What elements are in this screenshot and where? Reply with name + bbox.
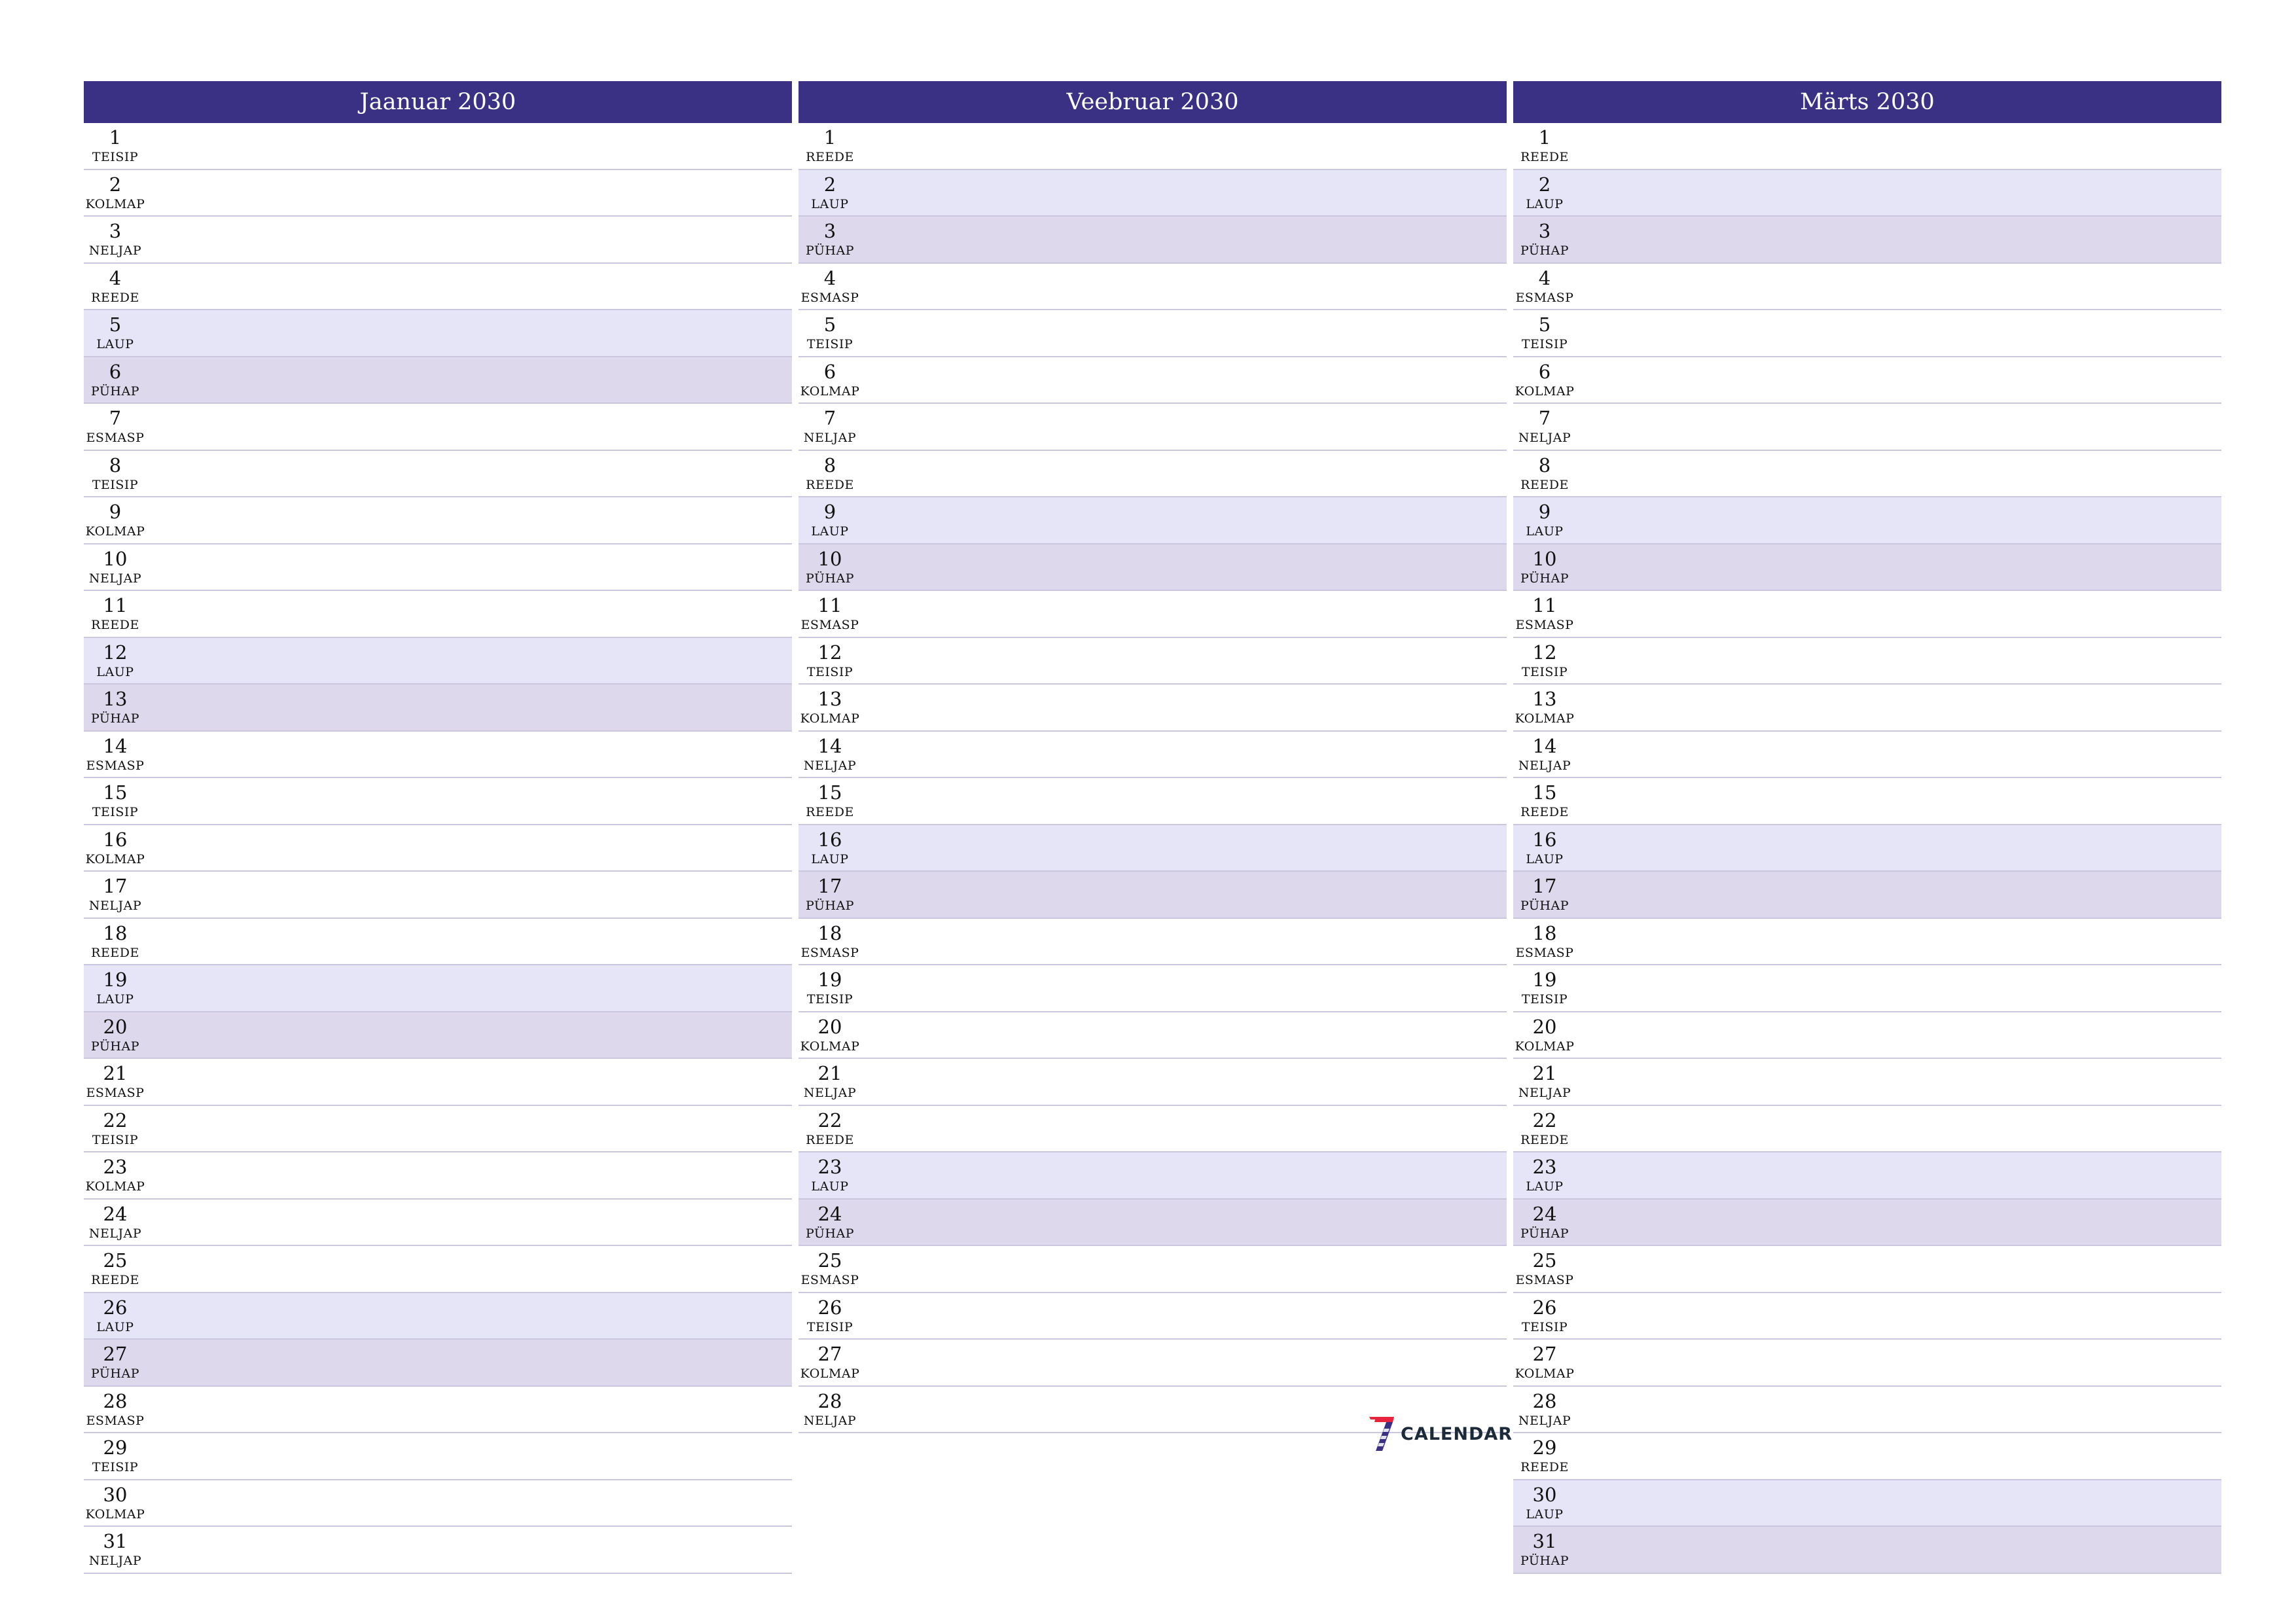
weekday-label: REEDE bbox=[806, 805, 854, 819]
day-number: 15 bbox=[103, 781, 128, 804]
day-number: 23 bbox=[103, 1156, 128, 1178]
day-row bbox=[798, 497, 1507, 544]
day-row bbox=[84, 170, 792, 217]
day-number: 28 bbox=[1532, 1389, 1557, 1412]
weekday-label: NELJAP bbox=[1518, 758, 1571, 773]
weekday-label: PÜHAP bbox=[1520, 1554, 1570, 1568]
day-number: 27 bbox=[103, 1343, 128, 1365]
weekday-label: KOLMAP bbox=[1515, 1039, 1575, 1054]
day-number: 22 bbox=[103, 1109, 128, 1132]
weekday-label: REEDE bbox=[1520, 1460, 1569, 1474]
day-row bbox=[798, 1293, 1507, 1340]
day-number: 24 bbox=[1532, 1202, 1557, 1225]
day-row bbox=[1513, 310, 2221, 357]
day-row bbox=[84, 1106, 792, 1153]
weekday-label: LAUP bbox=[96, 992, 134, 1007]
day-row bbox=[1513, 1340, 2221, 1387]
day-number: 14 bbox=[1532, 734, 1557, 757]
day-row bbox=[798, 685, 1507, 732]
weekday-label: ESMASP bbox=[86, 758, 145, 773]
day-row bbox=[84, 497, 792, 544]
seven-logo-icon bbox=[1367, 1416, 1395, 1452]
weekday-label: TEISIP bbox=[806, 1319, 853, 1334]
day-number: 27 bbox=[817, 1343, 842, 1365]
weekday-label: TEISIP bbox=[92, 477, 139, 492]
weekday-label: REEDE bbox=[91, 618, 139, 632]
weekday-label: LAUP bbox=[811, 196, 849, 211]
day-row bbox=[798, 170, 1507, 217]
day-number: 25 bbox=[817, 1249, 842, 1272]
month-column-march bbox=[1513, 81, 2221, 1574]
day-row bbox=[1513, 732, 2221, 779]
day-number: 20 bbox=[103, 1015, 128, 1038]
day-number: 7 bbox=[1538, 407, 1551, 429]
day-number: 23 bbox=[817, 1156, 842, 1178]
weekday-label: PÜHAP bbox=[90, 711, 140, 726]
weekday-label: PÜHAP bbox=[90, 1366, 140, 1381]
day-number: 21 bbox=[103, 1062, 128, 1084]
day-row bbox=[1513, 591, 2221, 638]
day-number: 31 bbox=[1532, 1530, 1557, 1552]
day-row bbox=[84, 1012, 792, 1060]
day-number: 1 bbox=[109, 126, 122, 149]
day-number: 19 bbox=[817, 969, 842, 991]
weekday-label: LAUP bbox=[96, 664, 134, 679]
day-row bbox=[798, 638, 1507, 685]
weekday-label: KOLMAP bbox=[85, 851, 145, 866]
weekday-label: NELJAP bbox=[88, 1554, 142, 1568]
day-row bbox=[1513, 685, 2221, 732]
day-number: 1 bbox=[1538, 126, 1551, 149]
day-row bbox=[1513, 1387, 2221, 1434]
day-row bbox=[1513, 1527, 2221, 1574]
weekday-label: REEDE bbox=[806, 477, 854, 492]
weekday-label: KOLMAP bbox=[800, 1039, 860, 1054]
weekday-label: TEISIP bbox=[806, 992, 853, 1007]
day-number: 17 bbox=[103, 875, 128, 897]
weekday-label: PÜHAP bbox=[805, 243, 855, 258]
day-row bbox=[798, 732, 1507, 779]
day-number: 25 bbox=[1532, 1249, 1557, 1272]
day-row bbox=[798, 1106, 1507, 1153]
day-row bbox=[1513, 357, 2221, 404]
day-row bbox=[84, 1152, 792, 1200]
weekday-label: NELJAP bbox=[1518, 1413, 1571, 1428]
day-number: 7 bbox=[823, 407, 836, 429]
day-number: 26 bbox=[1532, 1296, 1557, 1319]
day-row bbox=[1513, 123, 2221, 170]
day-number: 6 bbox=[109, 360, 122, 383]
day-row bbox=[1513, 919, 2221, 966]
weekday-label: ESMASP bbox=[86, 431, 145, 445]
day-row bbox=[84, 1059, 792, 1106]
weekday-label: TEISIP bbox=[1521, 992, 1568, 1007]
day-row bbox=[798, 544, 1507, 592]
day-number: 15 bbox=[817, 781, 842, 804]
day-row bbox=[1513, 451, 2221, 498]
day-row bbox=[1513, 497, 2221, 544]
day-number: 6 bbox=[1538, 360, 1551, 383]
weekday-label: TEISIP bbox=[92, 1460, 139, 1474]
weekday-label: LAUP bbox=[811, 851, 849, 866]
day-number: 11 bbox=[1532, 594, 1557, 616]
day-row bbox=[1513, 544, 2221, 592]
day-row bbox=[1513, 264, 2221, 311]
day-number: 22 bbox=[817, 1109, 842, 1132]
day-number: 21 bbox=[1532, 1062, 1557, 1084]
weekday-label: KOLMAP bbox=[85, 1179, 145, 1194]
day-number: 3 bbox=[823, 220, 836, 242]
weekday-label: NELJAP bbox=[88, 1226, 142, 1241]
day-number: 20 bbox=[1532, 1015, 1557, 1038]
day-row bbox=[798, 357, 1507, 404]
weekday-label: REEDE bbox=[1520, 477, 1569, 492]
day-row bbox=[84, 451, 792, 498]
weekday-label: LAUP bbox=[96, 1319, 134, 1334]
day-number: 12 bbox=[103, 641, 128, 664]
day-number: 4 bbox=[109, 266, 122, 289]
month-title: Veebruar 2030 bbox=[798, 81, 1507, 123]
weekday-label: LAUP bbox=[1526, 524, 1564, 539]
weekday-label: KOLMAP bbox=[800, 383, 860, 399]
day-row bbox=[798, 1200, 1507, 1247]
day-row bbox=[84, 825, 792, 872]
day-row bbox=[84, 872, 792, 919]
weekday-label: PÜHAP bbox=[90, 1039, 140, 1054]
day-row bbox=[1513, 1293, 2221, 1340]
day-row bbox=[1513, 1480, 2221, 1527]
weekday-label: REEDE bbox=[1520, 1132, 1569, 1147]
weekday-label: KOLMAP bbox=[1515, 1366, 1575, 1381]
weekday-label: PÜHAP bbox=[1520, 1226, 1570, 1241]
day-row bbox=[84, 638, 792, 685]
day-row bbox=[84, 1527, 792, 1574]
weekday-label: NELJAP bbox=[88, 899, 142, 913]
month-column-january bbox=[84, 81, 792, 1574]
day-number: 10 bbox=[817, 547, 842, 570]
day-number: 9 bbox=[1538, 501, 1551, 523]
day-row bbox=[84, 217, 792, 264]
day-number: 9 bbox=[823, 501, 836, 523]
day-number: 31 bbox=[103, 1530, 128, 1552]
day-number: 1 bbox=[823, 126, 836, 149]
weekday-label: LAUP bbox=[1526, 196, 1564, 211]
day-row bbox=[84, 965, 792, 1012]
day-row bbox=[1513, 1012, 2221, 1060]
weekday-label: NELJAP bbox=[1518, 1086, 1571, 1100]
weekday-label: REEDE bbox=[91, 1273, 139, 1287]
day-row bbox=[798, 217, 1507, 264]
day-number: 11 bbox=[103, 594, 128, 616]
day-number: 12 bbox=[1532, 641, 1557, 664]
day-number: 30 bbox=[103, 1483, 128, 1506]
day-number: 16 bbox=[103, 828, 128, 851]
day-number: 30 bbox=[1532, 1483, 1557, 1506]
weekday-label: KOLMAP bbox=[85, 196, 145, 211]
weekday-label: ESMASP bbox=[800, 1273, 859, 1287]
weekday-label: NELJAP bbox=[1518, 431, 1571, 445]
day-row bbox=[798, 825, 1507, 872]
weekday-label: REEDE bbox=[1520, 805, 1569, 819]
weekday-label: PÜHAP bbox=[1520, 243, 1570, 258]
day-row bbox=[84, 404, 792, 451]
day-row bbox=[798, 1246, 1507, 1293]
day-row bbox=[1513, 778, 2221, 825]
day-number: 24 bbox=[103, 1202, 128, 1225]
weekday-label: ESMASP bbox=[800, 290, 859, 305]
day-row bbox=[84, 732, 792, 779]
day-row bbox=[798, 451, 1507, 498]
day-row bbox=[798, 919, 1507, 966]
day-row bbox=[84, 1340, 792, 1387]
weekday-label: ESMASP bbox=[1515, 290, 1574, 305]
day-row bbox=[798, 1152, 1507, 1200]
day-number: 17 bbox=[817, 875, 842, 897]
day-number: 18 bbox=[103, 921, 128, 944]
day-number: 14 bbox=[817, 734, 842, 757]
day-number: 22 bbox=[1532, 1109, 1557, 1132]
weekday-label: REEDE bbox=[806, 150, 854, 164]
day-row bbox=[1513, 1200, 2221, 1247]
weekday-label: LAUP bbox=[1526, 851, 1564, 866]
day-number: 8 bbox=[823, 454, 836, 476]
day-row bbox=[798, 310, 1507, 357]
day-number: 14 bbox=[103, 734, 128, 757]
day-number: 24 bbox=[817, 1202, 842, 1225]
day-number: 3 bbox=[109, 220, 122, 242]
logo-text: CALENDAR bbox=[1401, 1423, 1513, 1444]
day-number: 18 bbox=[1532, 921, 1557, 944]
weekday-label: TEISIP bbox=[806, 664, 853, 679]
day-number: 21 bbox=[817, 1062, 842, 1084]
weekday-label: PÜHAP bbox=[90, 383, 140, 399]
day-number: 16 bbox=[817, 828, 842, 851]
day-number: 25 bbox=[103, 1249, 128, 1272]
weekday-label: TEISIP bbox=[1521, 337, 1568, 351]
weekday-label: TEISIP bbox=[806, 337, 853, 351]
day-row bbox=[798, 264, 1507, 311]
day-row bbox=[84, 1387, 792, 1434]
weekday-label: TEISIP bbox=[92, 805, 139, 819]
day-row bbox=[84, 310, 792, 357]
weekday-label: ESMASP bbox=[1515, 618, 1574, 632]
weekday-label: REEDE bbox=[806, 1132, 854, 1147]
weekday-label: LAUP bbox=[96, 337, 134, 351]
weekday-label: REEDE bbox=[91, 290, 139, 305]
weekday-label: KOLMAP bbox=[1515, 383, 1575, 399]
weekday-label: TEISIP bbox=[92, 1132, 139, 1147]
weekday-label: LAUP bbox=[811, 1179, 849, 1194]
day-row bbox=[798, 123, 1507, 170]
weekday-label: LAUP bbox=[811, 524, 849, 539]
weekday-label: NELJAP bbox=[803, 1413, 857, 1428]
day-number: 28 bbox=[103, 1389, 128, 1412]
day-number: 27 bbox=[1532, 1343, 1557, 1365]
day-number: 13 bbox=[103, 688, 128, 710]
day-row bbox=[1513, 217, 2221, 264]
day-number: 2 bbox=[823, 173, 836, 196]
day-number: 7 bbox=[109, 407, 122, 429]
brand-logo bbox=[1367, 1415, 1513, 1453]
day-row bbox=[1513, 872, 2221, 919]
weekday-label: LAUP bbox=[1526, 1507, 1564, 1522]
weekday-label: PÜHAP bbox=[805, 571, 855, 586]
day-number: 6 bbox=[823, 360, 836, 383]
weekday-label: KOLMAP bbox=[85, 1507, 145, 1522]
weekday-label: LAUP bbox=[1526, 1179, 1564, 1194]
day-number: 5 bbox=[823, 313, 836, 336]
weekday-label: REEDE bbox=[1520, 150, 1569, 164]
day-row bbox=[84, 1246, 792, 1293]
day-row bbox=[798, 872, 1507, 919]
day-number: 11 bbox=[817, 594, 842, 616]
weekday-label: ESMASP bbox=[1515, 1273, 1574, 1287]
day-number: 9 bbox=[109, 501, 122, 523]
weekday-label: PÜHAP bbox=[1520, 571, 1570, 586]
weekday-label: NELJAP bbox=[803, 431, 857, 445]
day-number: 2 bbox=[1538, 173, 1551, 196]
day-row bbox=[1513, 825, 2221, 872]
weekday-label: ESMASP bbox=[86, 1413, 145, 1428]
day-row bbox=[84, 1293, 792, 1340]
month-column-february bbox=[798, 81, 1507, 1433]
day-row bbox=[798, 404, 1507, 451]
weekday-label: KOLMAP bbox=[85, 524, 145, 539]
day-number: 2 bbox=[109, 173, 122, 196]
weekday-label: ESMASP bbox=[1515, 945, 1574, 960]
weekday-label: ESMASP bbox=[800, 618, 859, 632]
day-row bbox=[84, 357, 792, 404]
weekday-label: PÜHAP bbox=[805, 1226, 855, 1241]
day-number: 3 bbox=[1538, 220, 1551, 242]
day-row bbox=[84, 123, 792, 170]
weekday-label: PÜHAP bbox=[1520, 899, 1570, 913]
day-row bbox=[84, 264, 792, 311]
day-number: 8 bbox=[109, 454, 122, 476]
day-number: 18 bbox=[817, 921, 842, 944]
day-row bbox=[1513, 1106, 2221, 1153]
day-number: 23 bbox=[1532, 1156, 1557, 1178]
day-row bbox=[798, 965, 1507, 1012]
day-number: 17 bbox=[1532, 875, 1557, 897]
day-row bbox=[84, 1200, 792, 1247]
weekday-label: TEISIP bbox=[1521, 1319, 1568, 1334]
weekday-label: PÜHAP bbox=[805, 899, 855, 913]
weekday-label: NELJAP bbox=[803, 758, 857, 773]
month-title: Märts 2030 bbox=[1513, 81, 2221, 123]
weekday-label: NELJAP bbox=[88, 243, 142, 258]
day-number: 4 bbox=[1538, 266, 1551, 289]
weekday-label: KOLMAP bbox=[800, 711, 860, 726]
weekday-label: KOLMAP bbox=[1515, 711, 1575, 726]
day-row bbox=[84, 1480, 792, 1527]
day-row bbox=[84, 919, 792, 966]
day-number: 12 bbox=[817, 641, 842, 664]
day-row bbox=[1513, 1433, 2221, 1480]
weekday-label: KOLMAP bbox=[800, 1366, 860, 1381]
day-number: 8 bbox=[1538, 454, 1551, 476]
day-row bbox=[798, 778, 1507, 825]
month-title: Jaanuar 2030 bbox=[84, 81, 792, 123]
day-number: 19 bbox=[1532, 969, 1557, 991]
day-number: 10 bbox=[1532, 547, 1557, 570]
day-row bbox=[1513, 1059, 2221, 1106]
weekday-label: ESMASP bbox=[800, 945, 859, 960]
day-row bbox=[84, 1433, 792, 1480]
day-row bbox=[1513, 638, 2221, 685]
day-row bbox=[84, 778, 792, 825]
day-number: 15 bbox=[1532, 781, 1557, 804]
day-row bbox=[84, 591, 792, 638]
day-row bbox=[798, 591, 1507, 638]
weekday-label: REEDE bbox=[91, 945, 139, 960]
day-number: 19 bbox=[103, 969, 128, 991]
day-row bbox=[798, 1340, 1507, 1387]
weekday-label: NELJAP bbox=[803, 1086, 857, 1100]
day-number: 29 bbox=[1532, 1436, 1557, 1459]
day-row bbox=[798, 1012, 1507, 1060]
day-number: 5 bbox=[109, 313, 122, 336]
day-number: 4 bbox=[823, 266, 836, 289]
day-row bbox=[84, 685, 792, 732]
day-row bbox=[1513, 404, 2221, 451]
day-number: 10 bbox=[103, 547, 128, 570]
day-number: 16 bbox=[1532, 828, 1557, 851]
day-row bbox=[1513, 1152, 2221, 1200]
day-number: 13 bbox=[817, 688, 842, 710]
day-number: 26 bbox=[817, 1296, 842, 1319]
day-list bbox=[1513, 123, 2221, 1574]
day-list bbox=[798, 123, 1507, 1433]
day-row bbox=[1513, 1246, 2221, 1293]
day-number: 29 bbox=[103, 1436, 128, 1459]
day-number: 28 bbox=[817, 1389, 842, 1412]
day-row bbox=[1513, 965, 2221, 1012]
day-row bbox=[1513, 170, 2221, 217]
weekday-label: ESMASP bbox=[86, 1086, 145, 1100]
day-list bbox=[84, 123, 792, 1574]
day-number: 5 bbox=[1538, 313, 1551, 336]
day-number: 20 bbox=[817, 1015, 842, 1038]
weekday-label: TEISIP bbox=[92, 150, 139, 164]
day-number: 13 bbox=[1532, 688, 1557, 710]
day-number: 26 bbox=[103, 1296, 128, 1319]
weekday-label: NELJAP bbox=[88, 571, 142, 586]
day-row bbox=[84, 544, 792, 592]
day-row bbox=[798, 1059, 1507, 1106]
weekday-label: TEISIP bbox=[1521, 664, 1568, 679]
